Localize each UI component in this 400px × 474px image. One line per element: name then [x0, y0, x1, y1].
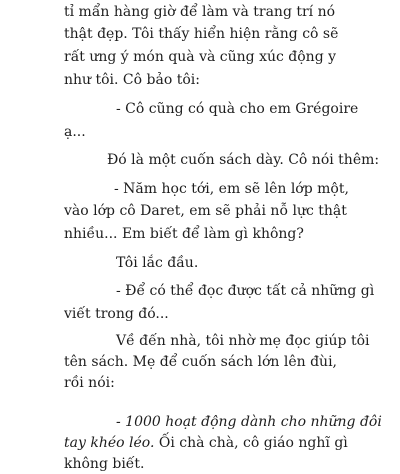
text-line-13: viết trong đó... [64, 306, 169, 322]
book-title-end: tay khéo léo. [64, 435, 155, 451]
text-line-5: - Cô cũng có quà cho em Grégoire [116, 101, 359, 117]
text-line-18-rest: Ối chà chà, cô giáo nghĩ gì [154, 435, 348, 451]
text-line-6: ạ... [64, 124, 86, 140]
text-line-10: nhiều... Em biết để làm gì không? [64, 226, 304, 242]
text-line-1: tỉ mẩn hàng giờ để làm và trang trí nó [64, 4, 336, 20]
text-line-7: Đó là một cuốn sách dày. Cô nói thêm: [107, 152, 380, 168]
text-line-16: rồi nói: [64, 375, 115, 391]
text-line-11: Tôi lắc đầu. [116, 255, 199, 271]
text-line-15: tên sách. Mẹ để cuốn sách lớn lên đùi, [64, 354, 337, 370]
text-line-12: - Để có thể đọc được tất cả những gì [116, 283, 375, 299]
text-line-9: vào lớp cô Daret, em sẽ phải nỗ lực thật [64, 203, 347, 219]
text-line-18 [64, 433, 348, 453]
text-line-8: - Năm học tới, em sẽ lên lớp một, [114, 181, 349, 197]
text-line-2: thật đẹp. Tôi thấy hiển hiện rằng cô sẽ [64, 26, 339, 42]
text-line-19: không biết. [64, 456, 145, 472]
text-line-17: - 1000 hoạt động dành cho những đôi [116, 414, 382, 430]
text-line-3: rất ưng ý món quà và cũng xúc động y [64, 49, 337, 65]
text-line-14: Về đến nhà, tôi nhờ mẹ đọc giúp tôi [116, 333, 370, 349]
text-line-4: như tôi. Cô bảo tôi: [64, 72, 200, 88]
